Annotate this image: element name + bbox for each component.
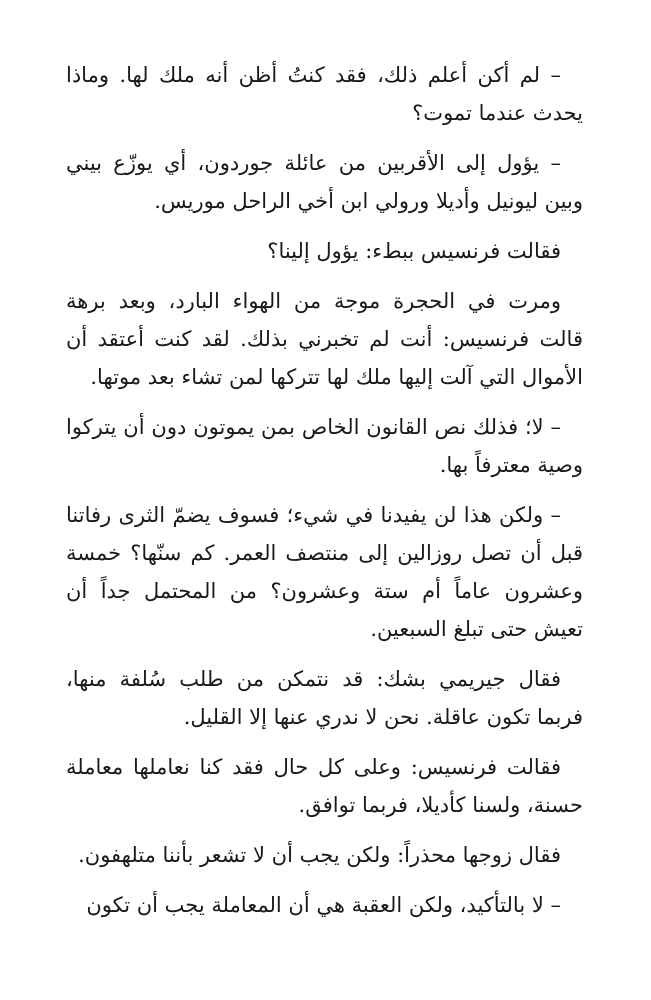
- paragraph-9: فقال زوجها محذراً: ولكن يجب أن لا تشعر بأننا متلهفون.: [78, 843, 561, 867]
- paragraph-2: – يؤول إلى الأقربين من عائلة جوردون، أي يوزّع بيني وبين ليونيل وأديلا ورولي ابن أخي الراحل موريس.: [66, 151, 583, 213]
- paragraph-5: – لا؛ فذلك نص القانون الخاص بمن يموتون دون أن يتركوا وصية معترفاً بها.: [66, 415, 583, 477]
- paragraph-3: فقالت فرنسيس ببطء: يؤول إلينا؟: [267, 239, 561, 263]
- paragraph-10: – لا بالتأكيد، ولكن العقبة هي أن المعاملة يجب أن تكون: [86, 893, 561, 917]
- paragraph-7: فقال جيريمي بشك: قد نتمكن من طلب سُلفة منها، فربما تكون عاقلة. نحن لا ندري عنها إلا القليل.: [66, 667, 583, 729]
- paragraph-1: – لم أكن أعلم ذلك، فقد كنتُ أظن أنه ملك لها. وماذا يحدث عندما تموت؟: [66, 63, 583, 125]
- book-page: [66, 56, 583, 936]
- paragraph-6: – ولكن هذا لن يفيدنا في شيء؛ فسوف يضمّ الثرى رفاتنا قبل أن تصل روزالين إلى منتصف العمر. كم سنّها؟ خمسة وعشرون عاماً أم ستة وعشرون؟ من المحتمل جداً أن تعيش حتى تبلغ السبعين.: [66, 503, 583, 641]
- paragraph-4: ومرت في الحجرة موجة من الهواء البارد، وبعد برهة قالت فرنسيس: أنت لم تخبرني بذلك. لقد كنت أعتقد أن الأموال التي آلت إليها ملك لها تتركها لمن تشاء بعد موتها.: [66, 289, 583, 389]
- paragraph-8: فقالت فرنسيس: وعلى كل حال فقد كنا نعاملها معاملة حسنة، ولسنا كأديلا، فربما توافق.: [66, 755, 583, 817]
